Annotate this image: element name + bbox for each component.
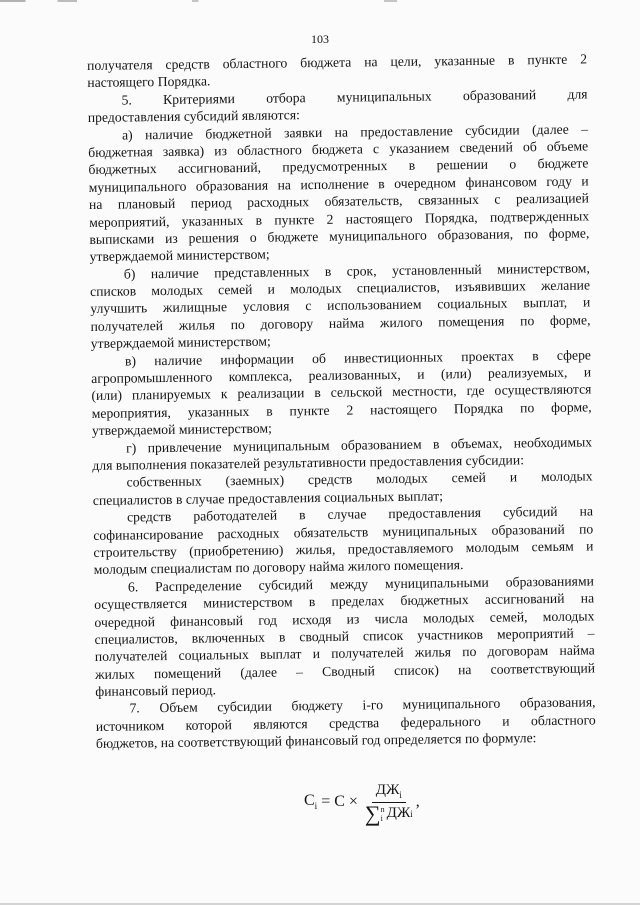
text-line: осуществляется министерством в пределах бюджетных ассигнований на: [94, 590, 595, 613]
text-line: жилых помещений (далее – Сводный список) на соответствующий: [94, 660, 596, 682]
body-text: [87, 50, 596, 752]
text-line: утверждаемой министерством;: [91, 420, 273, 439]
text-line: муниципального образования на исполнение в очередном финансовом году и: [88, 173, 589, 195]
text-line: агропромышленного комплекса, реализованных, и (или) реализуемых, и: [91, 364, 592, 387]
text-line: получателей социальных выплат и получателей жилья по договорам найма: [94, 642, 595, 665]
sum-upper-limit: n: [380, 804, 385, 814]
text-line: списков молодых семей и молодых специалистов, изъявивших желание: [89, 277, 591, 300]
sum-lower-limit: i: [380, 813, 383, 823]
text-line: молодым специалистам по договору найма жилого помещения.: [93, 557, 464, 578]
text-line: специалистов в случае предоставления социальных выплат;: [92, 488, 444, 508]
text-line: строительству (приобретению) жилья, предоставляемого молодым семьям и: [93, 538, 594, 560]
formula-lhs-subscript: i: [314, 801, 318, 812]
text-line: мероприятий, указанных в пункте 2 настоящего Порядка, подтвержденных: [89, 207, 590, 230]
text-line: б) наличие представленных в срок, установленный министерством,: [123, 260, 590, 282]
numerator-symbol: ДЖ: [375, 781, 400, 798]
text-line: предоставления субсидий являются:: [87, 107, 300, 126]
text-line: очередной финансовый год исходя из числа молодых семей, молодых: [94, 607, 595, 630]
subsidy-formula: [304, 772, 420, 832]
sum-sign: ∑: [364, 800, 381, 826]
formula-denominator: [364, 800, 413, 826]
formula-numerator: [372, 782, 406, 803]
page-number: 103: [311, 32, 329, 46]
text-line: мероприятия, указанных в пункте 2 настоящего Порядка по форме,: [91, 399, 592, 421]
text-line: бюджетная заявка) из областного бюджета с указанием сведений об объеме: [88, 138, 589, 160]
text-line: 7. Объем субсидии бюджету i-го муниципального образования,: [129, 694, 596, 716]
scan-edge-top: [0, 0, 640, 2]
text-line: на плановый период расходных обязательств, связанных с реализацией: [88, 190, 589, 213]
text-line: г) привлечение муниципальным образованием в объемах, необходимых: [126, 434, 593, 456]
text-line: утверждаемой министерством;: [89, 246, 270, 265]
text-line: 5. Критериями отбора муниципальных образований для: [121, 86, 588, 108]
text-line: улучшить жилищные условия с использованием социальных выплат, и: [90, 294, 591, 317]
text-line: в) наличие информации об инвестиционных проектах в сфере: [124, 347, 592, 369]
formula-comma: ,: [415, 793, 420, 810]
numerator-subscript: i: [399, 789, 402, 800]
text-line: выписками из решения о бюджете муниципального образования, по форме,: [89, 225, 590, 247]
text-line: настоящего Порядка.: [87, 73, 211, 91]
text-line: средств работодателей в случае предоставления субсидий на: [126, 503, 594, 525]
text-line: получателя средств областного бюджета на цели, указанные в пункте 2: [87, 51, 588, 73]
formula-fraction: [364, 781, 413, 826]
text-line: софинансирование расходных обязательств муниципальных образований по: [93, 520, 594, 543]
text-line: получателей жилья по договору найма жилого помещения по форме,: [90, 312, 591, 334]
formula-lhs: [304, 792, 317, 811]
text-line: собственных (заемных) средств молодых семей и молодых: [126, 468, 593, 490]
formula-lhs-symbol: C: [304, 792, 315, 810]
text-line: (или) планируемых к реализации в сельской местности, где осуществляются: [91, 381, 592, 404]
text-line: финансовый период.: [95, 682, 217, 700]
text-line: утверждаемой министерством;: [90, 333, 271, 352]
text-line: для выполнения показателей результативности предоставления субсидии:: [92, 452, 525, 473]
formula-operator: = C ×: [317, 793, 362, 810]
text-line: бюджетных ассигнований, предусмотренных в решении о бюджете: [88, 155, 589, 178]
text-line: специалистов, включенных в сводный список участников мероприятий –: [94, 625, 595, 647]
text-line: 6. Распределение субсидий между муниципальными образованиями: [127, 573, 594, 595]
denominator-subscript: i: [410, 808, 413, 819]
text-line: источником которой являются средства федерального и областного: [95, 712, 596, 734]
denominator-symbol: ДЖ: [386, 805, 411, 821]
text-line: а) наличие бюджетной заявки на предоставление субсидии (далее –: [121, 121, 589, 143]
text-line: бюджетов, на соответствующий финансовый год определяется по формуле:: [95, 730, 537, 752]
sum-limits: [381, 805, 385, 823]
